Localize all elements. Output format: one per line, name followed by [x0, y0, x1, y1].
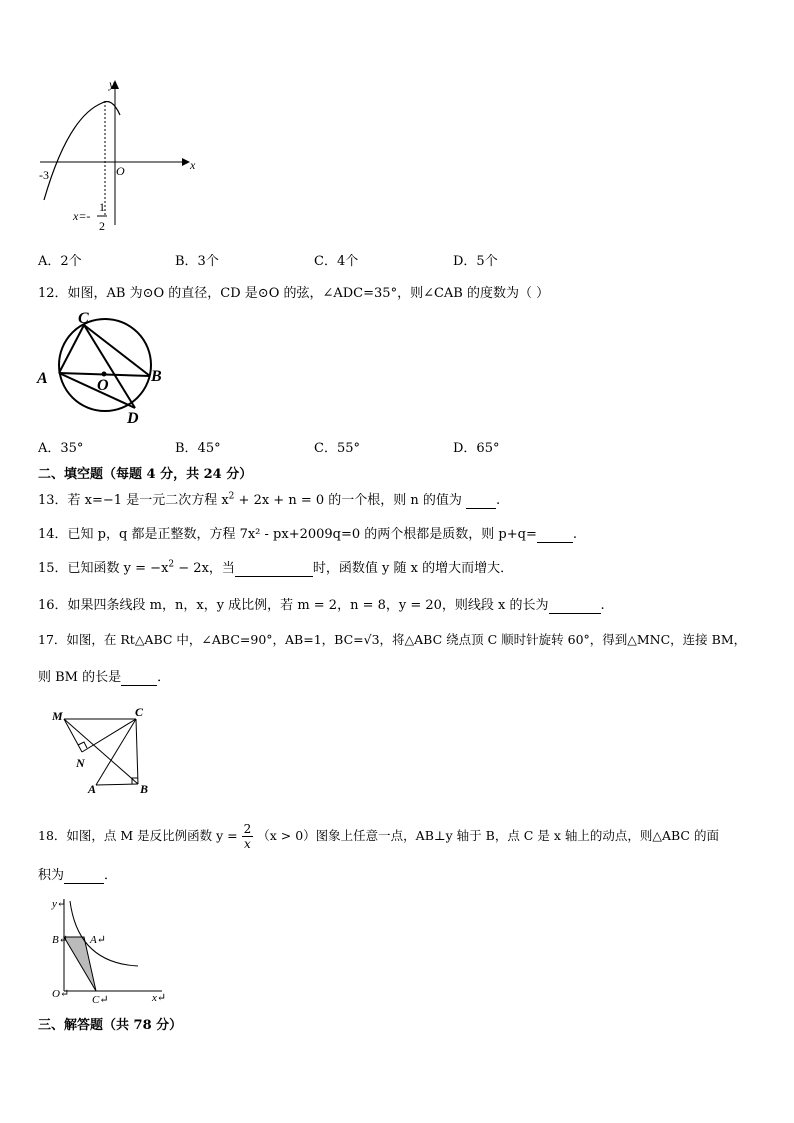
- q18-answer-blank[interactable]: [64, 868, 104, 884]
- q18-fraction: $\frac{2}{x}$: [243, 822, 252, 851]
- q13-text: 13．若 x=−1 是一元二次方程 $x^2 + 2x + n = 0$ 的一个根，则 n 的值为 .: [38, 491, 501, 508]
- svg-text:y↵: y↵: [52, 898, 67, 910]
- label-c: C: [78, 310, 89, 327]
- q11-option-d: D．5个: [453, 254, 498, 269]
- q14-text: 14．已知 p，q 都是正整数，方程 7x² - px+2009q=0 的两个根都是质数，则 p+q= .: [38, 527, 578, 542]
- label-d: D: [127, 410, 139, 427]
- q18-line2: 积为 ．: [38, 868, 118, 883]
- origin-label: O: [116, 164, 125, 178]
- q17-line2: 则 BM 的长是 ．: [38, 670, 171, 685]
- section2-heading: 二、填空题（每题 4 分，共 24 分）: [38, 467, 253, 482]
- parabola-figure: [30, 75, 200, 245]
- q12-option-b: B．45°: [175, 441, 221, 456]
- q16-answer-blank[interactable]: [549, 598, 601, 614]
- q13-answer-blank[interactable]: [466, 493, 496, 509]
- triangle-rotation-figure: [48, 705, 158, 800]
- neg3-label: -3: [39, 168, 49, 182]
- chord-cb: [84, 325, 150, 376]
- x-label: x: [190, 158, 196, 172]
- q12-option-d: D．65°: [453, 441, 500, 456]
- parabola-curve: [44, 102, 120, 201]
- half-num: 1: [99, 200, 105, 214]
- y-label: y: [109, 77, 115, 91]
- q12-text: 12．如图，AB 为⊙O 的直径，CD 是⊙O 的弦，∠ADC=35°，则∠CAB 的度数为（ ）: [38, 286, 550, 301]
- svg-text:B: B: [140, 782, 149, 796]
- svg-text:x↵: x↵: [152, 992, 167, 1004]
- svg-text:M: M: [52, 709, 63, 723]
- q18-line1: 18．如图，点 M 是反比例函数 y = $\frac{2}{x}$ （x > 0）图象上任意一点，AB⊥y 轴于 B，点 C 是 x 轴上的动点，则△ABC 的面: [38, 822, 719, 851]
- inverse-function-figure: [50, 893, 180, 1008]
- label-a: A: [37, 370, 48, 387]
- q12-option-c: C．55°: [314, 441, 360, 456]
- svg-text:A↵: A↵: [90, 934, 106, 946]
- q11-option-c: C．4个: [314, 254, 359, 269]
- half-den: 2: [99, 219, 105, 233]
- q17-line1: 17．如图，在 Rt△ABC 中，∠ABC=90°，AB=1，BC=√3，将△ABC 绕点顶 C 顺时针旋转 60°，得到△MNC，连接 BM，: [38, 632, 747, 647]
- svg-text:B↵: B↵: [52, 934, 68, 946]
- label-b: B: [151, 368, 162, 385]
- x-axis-arrow: [182, 158, 190, 166]
- svg-text:O↵: O↵: [52, 988, 70, 1000]
- circle-figure: [35, 310, 175, 425]
- q17-answer-blank[interactable]: [121, 670, 157, 686]
- q12-option-a: A．35°: [38, 441, 84, 456]
- q16-text: 16．如果四条线段 m，n，x，y 成比例，若 m = 2，n = 8，y = 20，则线段 x 的长为 .: [38, 598, 605, 613]
- q14-answer-blank[interactable]: [537, 527, 573, 543]
- q15-text: 15．已知函数 $y = -x^2 - 2x$，当 时，函数值 y 随 x 的增大而增大．: [38, 559, 514, 576]
- q15-answer-blank[interactable]: [235, 561, 313, 577]
- label-o: O: [97, 377, 109, 394]
- svg-text:N: N: [76, 756, 85, 770]
- svg-text:C↵: C↵: [92, 994, 109, 1006]
- q11-option-a: A．2个: [38, 254, 82, 269]
- section3-heading: 三、解答题（共 78 分）: [38, 1018, 183, 1033]
- center-dot: [102, 372, 107, 377]
- svg-text:A: A: [88, 782, 97, 796]
- svg-text:C: C: [135, 705, 144, 719]
- symmetry-eq-label: x=-: [73, 209, 91, 223]
- q11-option-b: B．3个: [175, 254, 219, 269]
